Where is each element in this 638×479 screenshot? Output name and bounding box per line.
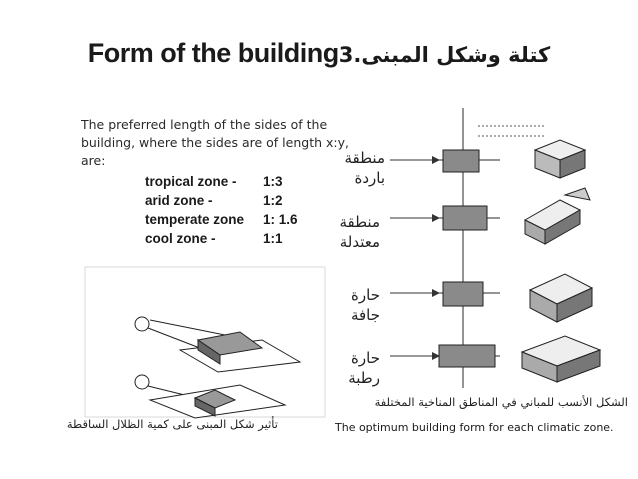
shadow-illustration bbox=[85, 267, 325, 418]
sketch-row-cold bbox=[390, 126, 585, 178]
slide-title-english: Form of the building bbox=[87, 38, 339, 68]
zone-label-temperate: منطقة معتدلة bbox=[339, 213, 380, 251]
sketch-row-hot-dry bbox=[390, 274, 592, 322]
zone-name: temperate zone bbox=[145, 212, 245, 227]
sketch-row-temperate bbox=[390, 188, 590, 244]
zone-ratio: 1:1 bbox=[263, 231, 283, 246]
caption-english-right: The optimum building form for each climatic zone. bbox=[335, 421, 614, 434]
slide-title-arabic: 3.كتلة وشكل المبنى bbox=[338, 43, 551, 67]
zone-ratio: 1: 1.6 bbox=[263, 212, 298, 227]
zone-ratio: 1:2 bbox=[263, 193, 283, 208]
zone-label-hot-humid: حارة رطبة bbox=[348, 349, 380, 387]
caption-arabic-right: الشكل الأنسب للمباني في المناطق المناخية المختلفة bbox=[374, 395, 628, 409]
zone-label-hot-dry: حارة جافة bbox=[350, 286, 380, 324]
zone-ratio: 1:3 bbox=[263, 174, 283, 189]
intro-paragraph: The preferred length of the sides of the building, where the sides are of length x:y, are: bbox=[81, 117, 349, 168]
zone-name: cool zone - bbox=[145, 231, 216, 246]
sketch-row-hot-humid bbox=[390, 336, 600, 382]
caption-arabic-left: تأثير شكل المبنى على كمية الظلال الساقطة bbox=[66, 417, 278, 431]
zone-label-cold: منطقة باردة bbox=[344, 149, 385, 187]
zone-name: arid zone - bbox=[145, 193, 213, 208]
zone-name: tropical zone - bbox=[145, 174, 237, 189]
